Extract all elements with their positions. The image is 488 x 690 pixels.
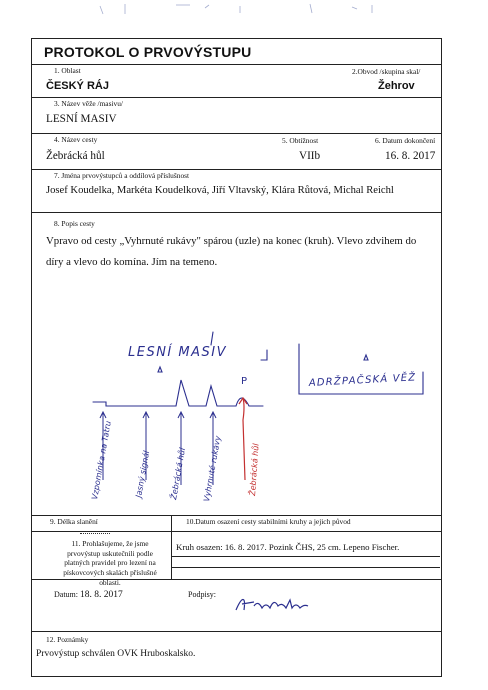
form-title: PROTOKOL O PRVOVÝSTUPU xyxy=(44,44,252,60)
sketch-wall-left xyxy=(93,402,151,406)
popis-label: 8. Popis cesty xyxy=(54,219,95,228)
sketch-arrow-label-3: Žebrácká hůl xyxy=(169,447,188,501)
sketch-crack-ground xyxy=(151,380,236,406)
poznamky-label: 12. Poznámky xyxy=(46,635,89,644)
scan-artifacts xyxy=(0,0,488,40)
sketch-annotation-p: P xyxy=(241,376,248,387)
sketch-summit-triangle-left xyxy=(158,367,162,372)
prvovystupci-value: Josef Koudelka, Markéta Koudelková, Jiří Vltavský, Klára Růtová, Michal Reichl xyxy=(46,185,394,196)
oblast-label: 1. Oblast xyxy=(54,66,81,75)
prvovystupci-label: 7. Jména prvovýstupců a oddílová příslušnost xyxy=(54,171,190,180)
datum-dokonceni-label: 6. Datum dokončení xyxy=(375,136,436,145)
vez-label: 3. Název věže /masivu/ xyxy=(54,99,123,108)
sketch-summit-triangle-right xyxy=(364,355,368,360)
sketch-right-tower xyxy=(261,350,267,360)
datum-dokonceni-value: 16. 8. 2017 xyxy=(385,150,436,162)
route-sketch xyxy=(31,320,440,510)
prohlaseni-text: 11. Prohlašujeme, že jsme prvovýstup uskutečnili podle platných pravidel pro lezení na pískovcových skalách příslušné oblasti. xyxy=(63,539,157,587)
osazeni-value: Kruh osazen: 16. 8. 2017. Pozink ČHS, 25 cm. Lepeno Fischer. xyxy=(176,542,400,552)
sketch-red-route xyxy=(243,398,245,480)
cesta-value: Žebrácká hůl xyxy=(46,150,105,162)
obvod-label: 2.Obvod /skupina skal/ xyxy=(352,67,421,76)
sketch-right-title: ADRŽPAČSKÁ VĚŽ xyxy=(308,372,417,389)
datum-label: Datum: xyxy=(54,590,78,599)
datum-value: 18. 8. 2017 xyxy=(80,590,123,600)
delka-label: 9. Délka slanění xyxy=(50,517,98,526)
sketch-annotation-cut: Žebrácká hůl xyxy=(248,443,261,497)
cesta-label: 4. Název cesty xyxy=(54,135,98,144)
sketch-cut-line xyxy=(211,332,213,345)
sketch-left-title: LESNÍ MASIV xyxy=(128,345,227,360)
podpisy-label: Podpisy: xyxy=(188,590,217,599)
sketch-arrow-label-2: Jasný signál xyxy=(134,450,152,499)
oblast-value: ČESKÝ RÁJ xyxy=(46,80,109,92)
vez-value: LESNÍ MASIV xyxy=(46,113,117,125)
obtiznost-label: 5. Obtížnost xyxy=(282,136,319,145)
osazeni-label: 10.Datum osazení cesty stabilními kruhy a jejich původ xyxy=(186,517,351,526)
sketch-arrow-label-4: Vyhrnuté rukávy xyxy=(202,435,223,503)
obtiznost-value: VIIb xyxy=(299,150,321,162)
popis-line-2: díry a vlevo do komína. Jím na temeno. xyxy=(46,256,218,268)
sketch-arrow-label-1: Vzpomínka na Tatru xyxy=(90,420,113,501)
popis-line-1: Vpravo od cesty „Vyhrnuté rukávy" spárou (uzle) na konec (kruh). Vlevo zdvihem do xyxy=(46,235,417,247)
poznamky-value: Prvovýstup schválen OVK Hruboskalsko. xyxy=(36,649,196,659)
obvod-value: Žehrov xyxy=(378,80,415,92)
signature-image xyxy=(232,592,322,618)
